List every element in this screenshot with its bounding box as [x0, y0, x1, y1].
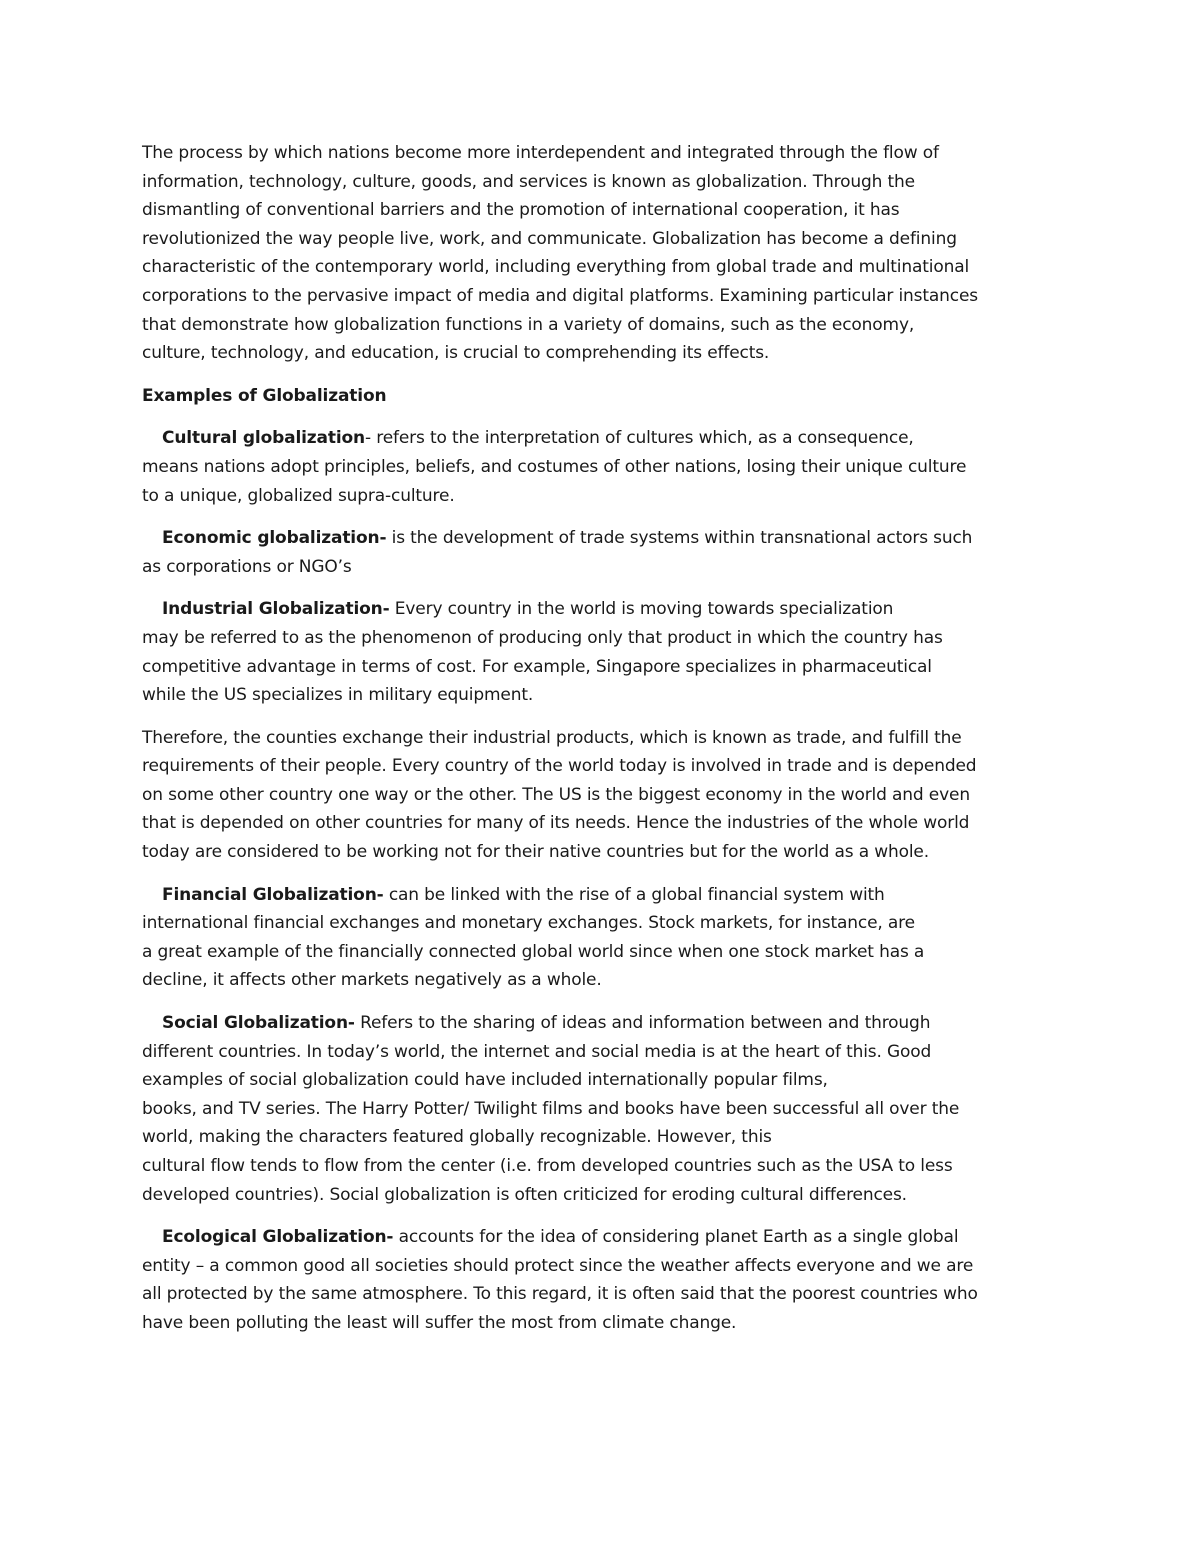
entry-line: entity – a common good all societies should protect since the weather affects everyone and we are — [142, 1255, 974, 1276]
intro-line: corporations to the pervasive impact of media and digital platforms. Examining particular instances — [142, 285, 978, 306]
entry-line: a great example of the financially connected global world since when one stock market has a — [142, 941, 925, 962]
entry-first-line — [142, 424, 1067, 453]
entry-term: Cultural globalization — [162, 428, 366, 449]
entry-term: Industrial Globalization- — [162, 599, 390, 620]
entry-first-line — [142, 595, 1067, 624]
paragraph-line: that is depended on other countries for many of its needs. Hence the industries of the whole world — [142, 813, 970, 834]
intro-line: dismantling of conventional barriers and the promotion of international cooperation, it has — [142, 200, 900, 221]
entry-term: Financial Globalization- — [162, 884, 384, 905]
entry-line: while the US specializes in military equipment. — [142, 685, 534, 706]
entry-text: Every country in the world is moving towards specialization — [389, 599, 894, 620]
intro-line: information, technology, culture, goods, and services is known as globalization. Through the — [142, 171, 915, 192]
intro-paragraph — [142, 139, 1067, 368]
ecological-globalization-entry — [142, 1223, 1067, 1337]
entry-text: is the development of trade systems within transnational actors such — [386, 528, 973, 549]
paragraph-line: today are considered to be working not for their native countries but for the world as a whole. — [142, 842, 929, 863]
entry-line: decline, it affects other markets negatively as a whole. — [142, 970, 602, 991]
entry-line: all protected by the same atmosphere. To this regard, it is often said that the poorest countries who — [142, 1284, 978, 1305]
paragraph-line: on some other country one way or the other. The US is the biggest economy in the world and even — [142, 784, 970, 805]
intro-line: revolutionized the way people live, work, and communicate. Globalization has become a defining — [142, 228, 957, 249]
entry-line: may be referred to as the phenomenon of producing only that product in which the country has — [142, 627, 943, 648]
intro-line: that demonstrate how globalization functions in a variety of domains, such as the economy, — [142, 314, 915, 335]
entry-line: cultural flow tends to flow from the center (i.e. from developed countries such as the USA to less — [142, 1156, 953, 1176]
entry-text: accounts for the idea of considering planet Earth as a single global — [393, 1227, 959, 1248]
entry-line: have been polluting the least will suffer the most from climate change. — [142, 1312, 737, 1333]
therefore-paragraph — [142, 724, 1067, 867]
entry-first-line — [142, 1223, 1067, 1252]
section-heading: Examples of Globalization — [142, 385, 387, 406]
entry-text: can be linked with the rise of a global financial system with — [383, 884, 885, 905]
entry-line: means nations adopt principles, beliefs, and costumes of other nations, losing their unique culture — [142, 456, 967, 477]
financial-globalization-entry — [142, 881, 1067, 995]
entry-line: examples of social globalization could have included internationally popular films, — [142, 1070, 828, 1091]
intro-line: characteristic of the contemporary world, including everything from global trade and multinational — [142, 257, 970, 278]
industrial-globalization-entry — [142, 595, 1067, 709]
entry-line: competitive advantage in terms of cost. For example, Singapore specializes in pharmaceutical — [142, 656, 932, 677]
entry-term: Ecological Globalization- — [162, 1227, 394, 1248]
entry-line: world, making the characters featured globally recognizable. However, this — [142, 1127, 772, 1148]
entry-line: international financial exchanges and monetary exchanges. Stock markets, for instance, are — [142, 913, 915, 934]
social-globalization-entry — [142, 1009, 1067, 1209]
entry-first-line — [142, 524, 1067, 553]
entry-line: books, and TV series. The Harry Potter/ Twilight films and books have been successful all over the — [142, 1098, 960, 1119]
entry-first-line — [142, 881, 1067, 910]
entry-text: - refers to the interpretation of cultures which, as a consequence, — [365, 428, 914, 449]
entry-line: developed countries). Social globalization is often criticized for eroding cultural differences. — [142, 1184, 907, 1205]
entry-line: to a unique, globalized supra-culture. — [142, 485, 455, 506]
entry-first-line — [142, 1009, 1067, 1038]
paragraph-line: Therefore, the counties exchange their industrial products, which is known as trade, and fulfill the — [142, 727, 962, 748]
economic-globalization-entry — [142, 524, 1067, 581]
entry-line: different countries. In today’s world, the internet and social media is at the heart of this. Good — [142, 1041, 932, 1062]
document-page — [142, 139, 1067, 1352]
paragraph-line: requirements of their people. Every country of the world today is involved in trade and is depended — [142, 756, 977, 777]
entry-term: Economic globalization- — [162, 528, 387, 549]
entry-term: Social Globalization- — [162, 1013, 355, 1034]
cultural-globalization-entry — [142, 424, 1067, 510]
entry-text: Refers to the sharing of ideas and information between and through — [354, 1013, 931, 1034]
intro-line: The process by which nations become more interdependent and integrated through the flow of — [142, 143, 939, 163]
entry-line: as corporations or NGO’s — [142, 556, 352, 577]
intro-line: culture, technology, and education, is crucial to comprehending its effects. — [142, 343, 770, 364]
